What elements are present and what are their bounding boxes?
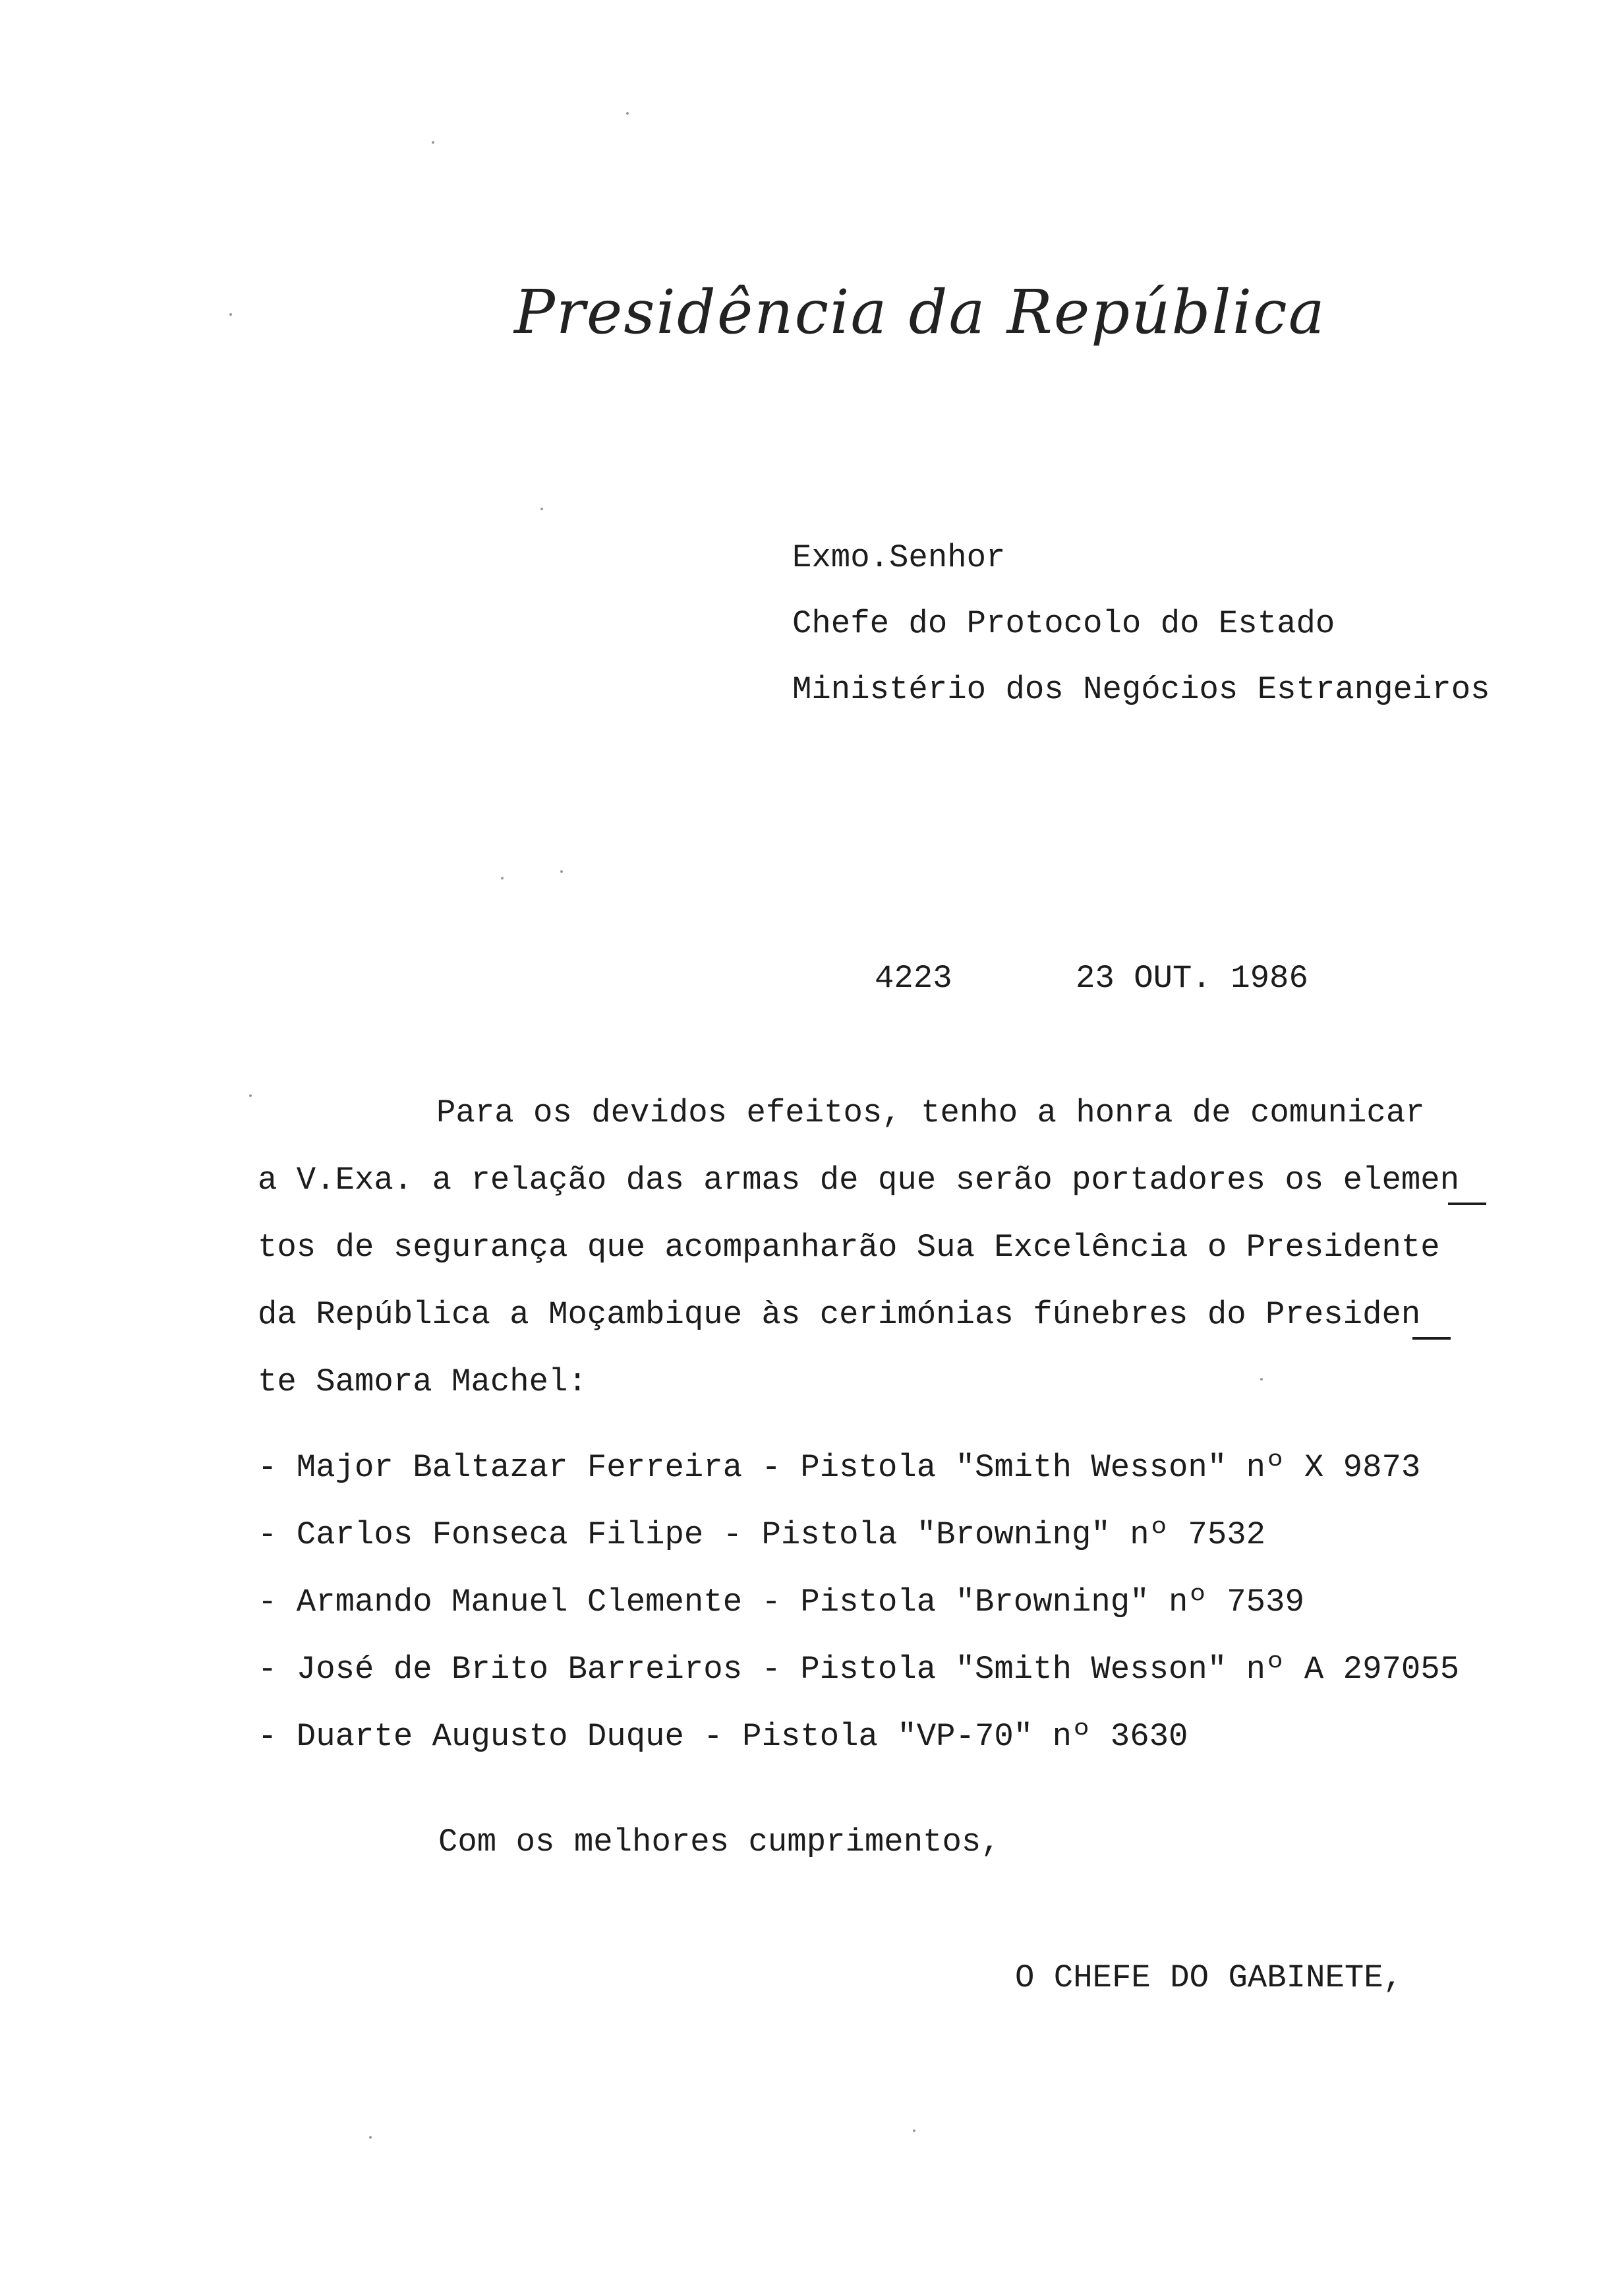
weapon-list-item: - Carlos Fonseca Filipe - Pistola "Browning" nº 7532 — [258, 1516, 1266, 1553]
scan-speck — [1260, 1378, 1263, 1381]
hyphen-underline — [1412, 1337, 1451, 1340]
reference-number: 4223 — [875, 960, 952, 997]
paragraph-line-5: te Samora Machel: — [258, 1363, 587, 1400]
scan-speck — [369, 2136, 372, 2139]
scan-speck — [501, 877, 504, 879]
scan-speck — [229, 313, 232, 316]
addressee-line-1: Exmo.Senhor — [792, 539, 1006, 576]
weapon-list-item: - Major Baltazar Ferreira - Pistola "Smith Wesson" nº X 9873 — [258, 1449, 1421, 1486]
addressee-line-2: Chefe do Protocolo do Estado — [792, 605, 1335, 642]
addressee-line-3: Ministério dos Negócios Estrangeiros — [792, 671, 1490, 708]
paragraph-line-4: da República a Moçambique às cerimónias fúnebres do Presiden — [258, 1296, 1421, 1333]
scan-speck — [560, 870, 563, 873]
weapon-list-item: - Armando Manuel Clemente - Pistola "Browning" nº 7539 — [258, 1584, 1304, 1620]
hyphen-underline — [1448, 1203, 1486, 1205]
closing-line: Com os melhores cumprimentos, — [438, 1824, 1000, 1860]
signature-title: O CHEFE DO GABINETE, — [1015, 1959, 1403, 1996]
scan-speck — [540, 508, 543, 510]
weapon-list-item: - José de Brito Barreiros - Pistola "Smith Wesson" nº A 297055 — [258, 1651, 1460, 1688]
scan-speck — [626, 112, 629, 115]
scan-speck — [432, 141, 434, 144]
paragraph-line-3: tos de segurança que acompanharão Sua Excelência o Presidente — [258, 1229, 1440, 1266]
paragraph-line-1: Para os devidos efeitos, tenho a honra de comunicar — [436, 1094, 1425, 1131]
scan-speck — [913, 2129, 915, 2132]
letterhead-presidencia: Presidência da República — [514, 277, 1326, 347]
paragraph-line-2: a V.Exa. a relação das armas de que serão portadores os elemen — [258, 1162, 1460, 1199]
weapon-list-item: - Duarte Augusto Duque - Pistola "VP-70" nº 3630 — [258, 1718, 1188, 1755]
scan-speck — [249, 1094, 252, 1097]
reference-date: 23 OUT. 1986 — [1076, 960, 1308, 997]
